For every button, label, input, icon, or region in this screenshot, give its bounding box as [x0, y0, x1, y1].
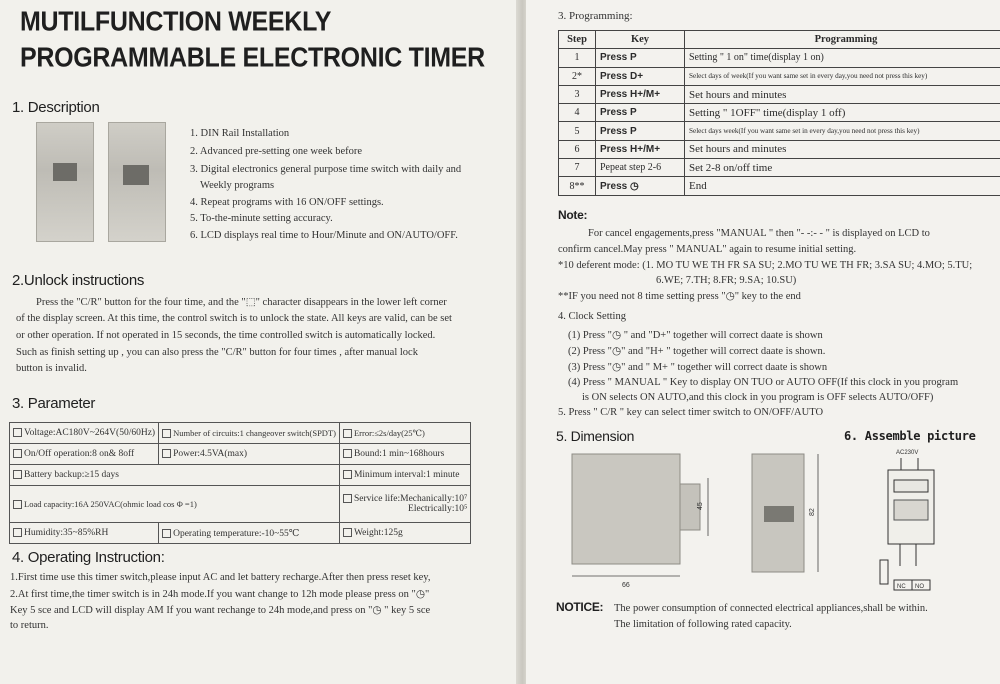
prog-step: 2*	[559, 67, 596, 85]
clock-line-5: is ON selects ON AUTO,and this clock in you program is OFF selects AUTO/OFF)	[582, 392, 934, 403]
param-humidity: Humidity:35~85%RH	[24, 528, 109, 538]
feature-2: 2. Advanced pre-setting one week before	[190, 146, 363, 157]
prog-key: Press ◷	[596, 177, 685, 195]
op-line-2: 2.At first time,the timer switch is in 24h mode.If you want change to 12h mode please press on "◷"	[10, 589, 430, 600]
parameter-heading: 3. Parameter	[12, 395, 96, 412]
note-line-1: For cancel engagements,press "MANUAL " then "- -:- - " is displayed on LCD to	[588, 228, 930, 239]
side-view-body	[572, 454, 680, 564]
notice-line-1: The power consumption of connected electrical appliances,shall be within.	[614, 603, 928, 614]
prog-desc: End	[685, 177, 1000, 195]
param-row	[10, 465, 471, 486]
feature-5: 5. To-the-minute setting accuracy.	[190, 213, 333, 224]
clock-line-2: (2) Press "◷" and "H+ " together will correct daate is shown.	[568, 346, 826, 357]
title-line-2: PROGRAMMABLE ELECTRONIC TIMER	[20, 42, 485, 74]
prog-header-key: Key	[596, 31, 685, 49]
param-bound: Bound:1 min~168hours	[353, 449, 445, 459]
dimension-heading: 5. Dimension	[556, 428, 635, 444]
param-voltage: Voltage:AC180V~264V(50/60Hz)	[24, 428, 156, 438]
prog-header-row	[559, 31, 1000, 49]
prog-step: 6	[559, 140, 596, 158]
prog-step: 7	[559, 159, 596, 177]
assemble-nc-label: NC	[897, 584, 906, 590]
prog-desc: Select days of week(If you want same set in every day,you need not press this key)	[685, 67, 1000, 85]
unlock-line-1: Press the "C/R" button for the four time, and the "⬚" character disappears in the lower left corner	[36, 297, 447, 308]
feature-3: 3. Digital electronics general purpose time switch with daily and	[190, 164, 462, 175]
note-line-5: **IF you need not 8 time setting press "◷" key to the end	[558, 291, 801, 302]
prog-row	[559, 159, 1000, 177]
feature-3-cont: Weekly programs	[200, 180, 275, 191]
param-life-elec: Electrically:10⁵	[408, 504, 468, 514]
prog-step: 1	[559, 49, 596, 67]
prog-key: Press H+/M+	[596, 85, 685, 103]
param-onoff: On/Off operation:8 on& 8off	[24, 449, 135, 459]
param-battery: Battery backup:≥15 days	[24, 470, 119, 480]
param-row	[10, 523, 471, 544]
prog-step: 4	[559, 104, 596, 122]
op-line-3: Key 5 sce and LCD will display AM If you want rechange to 24h mode,and press on "◷ " key 5 sce	[10, 605, 431, 616]
dim-h2-label: 82	[809, 508, 816, 516]
assemble-ac-label: AC230V	[896, 450, 919, 456]
unlock-line-4: Such as finish setting up , you can also press the "C/R" button for four times , after manual lock	[16, 347, 418, 358]
assemble-no-label: NO	[915, 584, 924, 590]
prog-desc: Setting " 1 on" time(display 1 on)	[685, 49, 1000, 67]
feature-6: 6. LCD displays real time to Hour/Minute and ON/AUTO/OFF.	[190, 230, 458, 241]
prog-key: Pepeat step 2-6	[596, 159, 685, 177]
feature-1: 1. DIN Rail Installation	[190, 128, 290, 139]
prog-row	[559, 104, 1000, 122]
assemble-lcd	[894, 480, 928, 492]
prog-row	[559, 67, 1000, 85]
prog-desc: Set hours and minutes	[685, 140, 1000, 158]
title-line-1: MUTILFUNCTION WEEKLY	[20, 6, 332, 38]
description-heading: 1. Description	[12, 99, 100, 116]
prog-desc: Setting " 1OFF" time(display 1 off)	[685, 104, 1000, 122]
front-view-lcd	[764, 506, 794, 522]
param-row	[10, 423, 471, 444]
dim-width-label: 66	[622, 582, 630, 589]
param-circuits: Number of circuits:1 changeover switch(SPDT)	[173, 427, 336, 438]
right-page	[526, 0, 1000, 684]
unlock-heading: 2.Unlock instructions	[12, 272, 145, 289]
param-temperature: Operating temperature:-10~55℃	[173, 528, 300, 539]
prog-header-programming: Programming	[685, 31, 1000, 49]
prog-row	[559, 49, 1000, 67]
param-power: Power:4.5VA(max)	[173, 449, 248, 459]
product-photo-side	[108, 122, 166, 242]
operating-heading: 4. Operating Instruction:	[12, 549, 165, 566]
param-interval: Minimum interval:1 minute	[353, 470, 460, 480]
prog-key: Press P	[596, 122, 685, 140]
param-load: Load capacity:16A 250VAC(ohmic load cos Φ =1)	[24, 498, 197, 509]
prog-step: 5	[559, 122, 596, 140]
clock-line-1: (1) Press "◷ " and "D+" together will correct daate is shown	[568, 330, 823, 341]
programming-table	[558, 30, 1000, 196]
param-error: Error:≤2s/day(25℃)	[353, 427, 425, 438]
note-line-4: 6.WE; 7.TH; 8.FR; 9.SA; 10.SU)	[656, 275, 797, 286]
assemble-load	[880, 560, 888, 584]
op-line-1: 1.First time use this timer switch,please input AC and let battery recharge.After then press reset key,	[10, 572, 431, 583]
prog-key: Press P	[596, 49, 685, 67]
clock-line-4: (4) Press " MANUAL " Key to display ON TUO or AUTO OFF(If this clock in you program	[568, 377, 959, 388]
op-line-4: to return.	[10, 620, 49, 631]
prog-step: 8**	[559, 177, 596, 195]
prog-row	[559, 122, 1000, 140]
notice-line-2: The limitation of following rated capacity.	[614, 619, 792, 630]
prog-row	[559, 85, 1000, 103]
assemble-heading: 6. Assemble picture	[844, 429, 976, 443]
product-photo-front	[36, 122, 94, 242]
param-row	[10, 486, 471, 523]
notice-label: NOTICE:	[556, 600, 604, 614]
prog-key: Press D+	[596, 67, 685, 85]
prog-header-step: Step	[559, 31, 596, 49]
unlock-line-5: button is invalid.	[16, 363, 87, 374]
feature-4: 4. Repeat programs with 16 ON/OFF settings.	[190, 197, 384, 208]
prog-row	[559, 140, 1000, 158]
prog-row	[559, 177, 1000, 195]
note-line-2: confirm cancel.May press " MANUAL" again to resume initial setting.	[558, 244, 857, 255]
prog-desc: Set 2-8 on/off time	[685, 159, 1000, 177]
note-heading: Note:	[558, 208, 588, 222]
clock-line-3: (3) Press "◷" and " M+ " together will correct daate is shown	[568, 362, 828, 373]
param-row	[10, 444, 471, 465]
programming-heading: 3. Programming:	[558, 10, 633, 22]
dim-h1-label: 45	[697, 502, 704, 510]
unlock-line-3: or other operation. If not operated in 15 seconds, the time controlled switch is automatically locked.	[16, 330, 436, 341]
parameter-table	[9, 422, 471, 544]
clock-line-6: 5. Press " C/R " key can select timer switch to ON/OFF/AUTO	[558, 407, 824, 418]
prog-desc: Set hours and minutes	[685, 85, 1000, 103]
dimension-drawings	[556, 448, 996, 598]
assemble-buttons	[894, 500, 928, 520]
clock-heading: 4. Clock Setting	[558, 311, 626, 322]
unlock-line-2: of the display screen. At this time, the control switch is to unlock the state. All keys are valid, can be set	[16, 313, 452, 324]
param-life-mech: Service life:Mechanically:10⁷	[353, 494, 468, 504]
note-line-3: *10 deferent mode: (1. MO TU WE TH FR SA SU; 2.MO TU WE TH FR; 3.SA SU; 4.MO; 5.TU;	[558, 260, 973, 271]
prog-desc: Select days week(If you want same set in every day,you need not press this key)	[685, 122, 1000, 140]
param-weight: Weight:125g	[353, 528, 403, 538]
prog-step: 3	[559, 85, 596, 103]
prog-key: Press P	[596, 104, 685, 122]
prog-key: Press H+/M+	[596, 140, 685, 158]
